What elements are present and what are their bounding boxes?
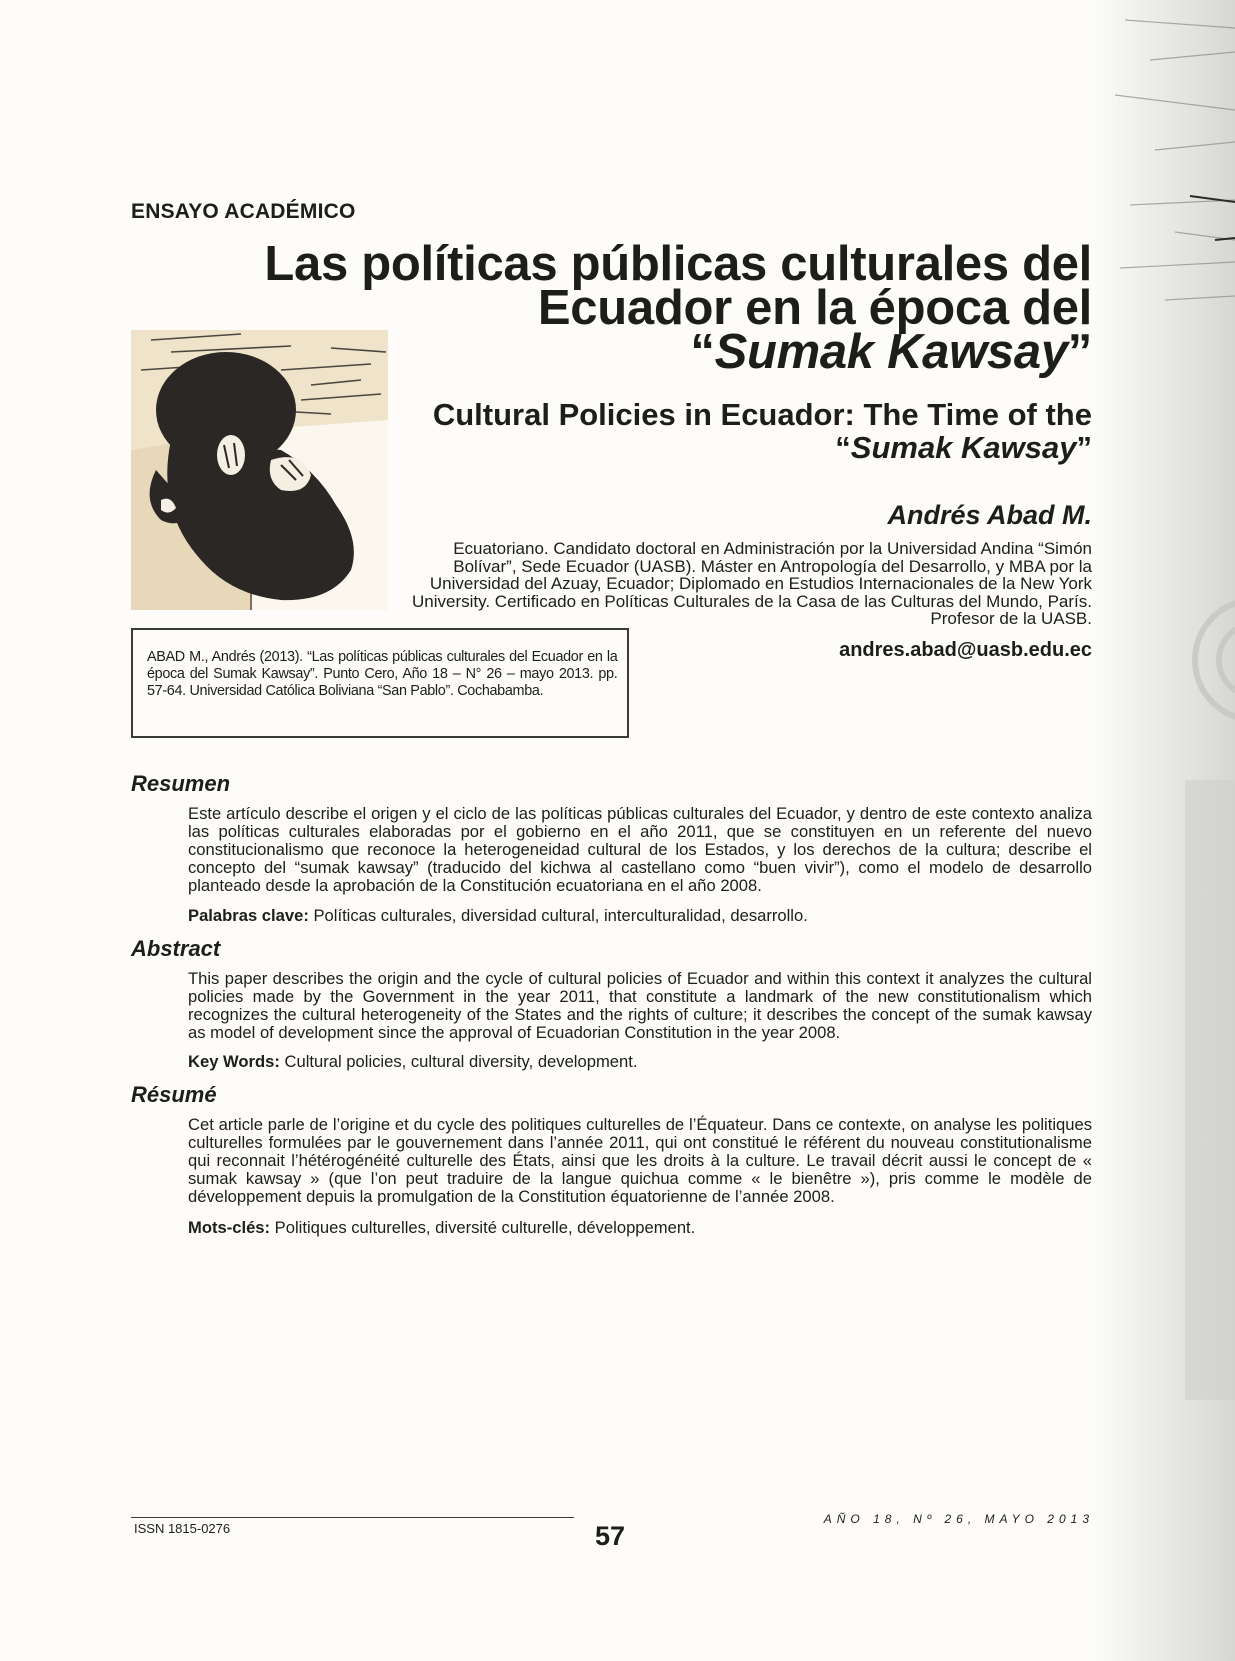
resume-heading: Résumé <box>131 1082 217 1107</box>
citation-box <box>131 628 629 738</box>
abstract-keywords-label: Key Words: <box>188 1052 280 1071</box>
title-en-line1: Cultural Policies in Ecuador: The Time of the <box>432 397 1092 432</box>
title-es-quote-close: ” <box>1067 325 1092 379</box>
title-en-quote-close: ” <box>1076 430 1092 465</box>
decorative-side-texture <box>1095 0 1235 1661</box>
author-email[interactable]: andres.abad@uasb.edu.ec <box>839 639 1092 661</box>
resumen-keywords <box>188 907 1092 925</box>
title-en-quote-open: “ <box>835 430 851 465</box>
author-name: Andrés Abad M. <box>887 500 1092 530</box>
title-es-line1: Las políticas públicas culturales del <box>264 237 1092 291</box>
resumen-body: Este artículo describe el origen y el ciclo de las políticas públicas culturales del Ecuador, y dentro de este contexto analiza las políticas culturales elaboradas por el gobierno en el año 2011, que se constituyen en un referente del nuevo constitucionalismo que reconoce la heterogeneidad cultural de los Estados, y los derechos de la cultura; describe el concepto del “sumak kawsay” (traducido del kichwa al castellano como “buen vivir”), como el modelo de desarrollo planteado desde la aprobación de la Constitución ecuatoriana en el año 2008. <box>188 804 1092 895</box>
section-label: ENSAYO ACADÉMICO <box>131 200 356 223</box>
citation-text: ABAD M., Andrés (2013). “Las políticas públicas culturales del Ecuador en la época del Sumak Kawsay”. Punto Cero, Año 18 – N° 26 – mayo 2013. pp. 57-64. Universidad Católica Boliviana “San Pablo”. Cochabamba. <box>147 648 618 699</box>
issue-info: AÑO 18, Nº 26, MAYO 2013 <box>823 1512 1094 1526</box>
resume-keywords-label: Mots-clés: <box>188 1218 271 1237</box>
abstract-heading: Abstract <box>131 936 221 961</box>
resume-keywords-text: Politiques culturelles, diversité culturelle, développement. <box>270 1218 696 1237</box>
issn: ISSN 1815-0276 <box>134 1521 231 1536</box>
resumen-keywords-label: Palabras clave: <box>188 906 309 925</box>
abstract-keywords <box>188 1053 1092 1071</box>
resume-keywords <box>188 1219 1092 1237</box>
page-number: 57 <box>594 1521 626 1551</box>
title-es-line2: Ecuador en la época del <box>537 281 1092 335</box>
resume-body: Cet article parle de l’origine et du cycle des politiques culturelles de l’Équateur. Dans ce contexte, on analyse les politiques culturelles formulées par le gouvernement dans l’année 2011, qui ont constitué le référent du nouveau constitutionalisme qui reconnait l’hétérogénéité culturelle des États, ainsi que les droits à la culture. Le travail décrit aussi le concept de « sumak kawsay » (que l’on peut traduire de la langue quichua comme « le bienêtre »), pris comme le modèle de développement depuis la promulgation de la Constitution équatorienne de l’année 2008. <box>188 1115 1092 1206</box>
title-en-emphasis: Sumak Kawsay <box>850 430 1077 465</box>
resumen-keywords-text: Políticas culturales, diversidad cultural, interculturalidad, desarrollo. <box>308 906 808 925</box>
abstract-keywords-text: Cultural policies, cultural diversity, development. <box>279 1052 638 1071</box>
footer-rule <box>131 1517 574 1518</box>
abstract-body: This paper describes the origin and the cycle of cultural policies of Ecuador and within this context it analyzes the cultural policies made by the Government in the year 2011, that constitute a landmark of the new constitutionalism which recognizes the cultural heterogeneity of the States and the rights of culture; it describes the concept of the sumak kawsay as model of development since the approval of Ecuadorian Constitution in the year 2008. <box>188 969 1092 1042</box>
author-bio: Ecuatoriano. Candidato doctoral en Administración por la Universidad Andina “Simón Bolívar”, Sede Ecuador (UASB). Máster en Antropología del Desarrollo, y MBA por la Universidad del Azuay, Ecuador; Diplomado en Estudios Internacionales de la New York University. Certificado en Políticas Culturales de la Casa de las Culturas del Mundo, París. Profesor de la UASB. <box>412 539 1092 629</box>
article-title-en <box>380 398 1092 464</box>
title-es-emphasis: Sumak Kawsay <box>714 325 1068 379</box>
title-es-quote-open: “ <box>690 325 715 379</box>
article-illustration <box>131 330 388 610</box>
resumen-heading: Resumen <box>131 771 231 796</box>
